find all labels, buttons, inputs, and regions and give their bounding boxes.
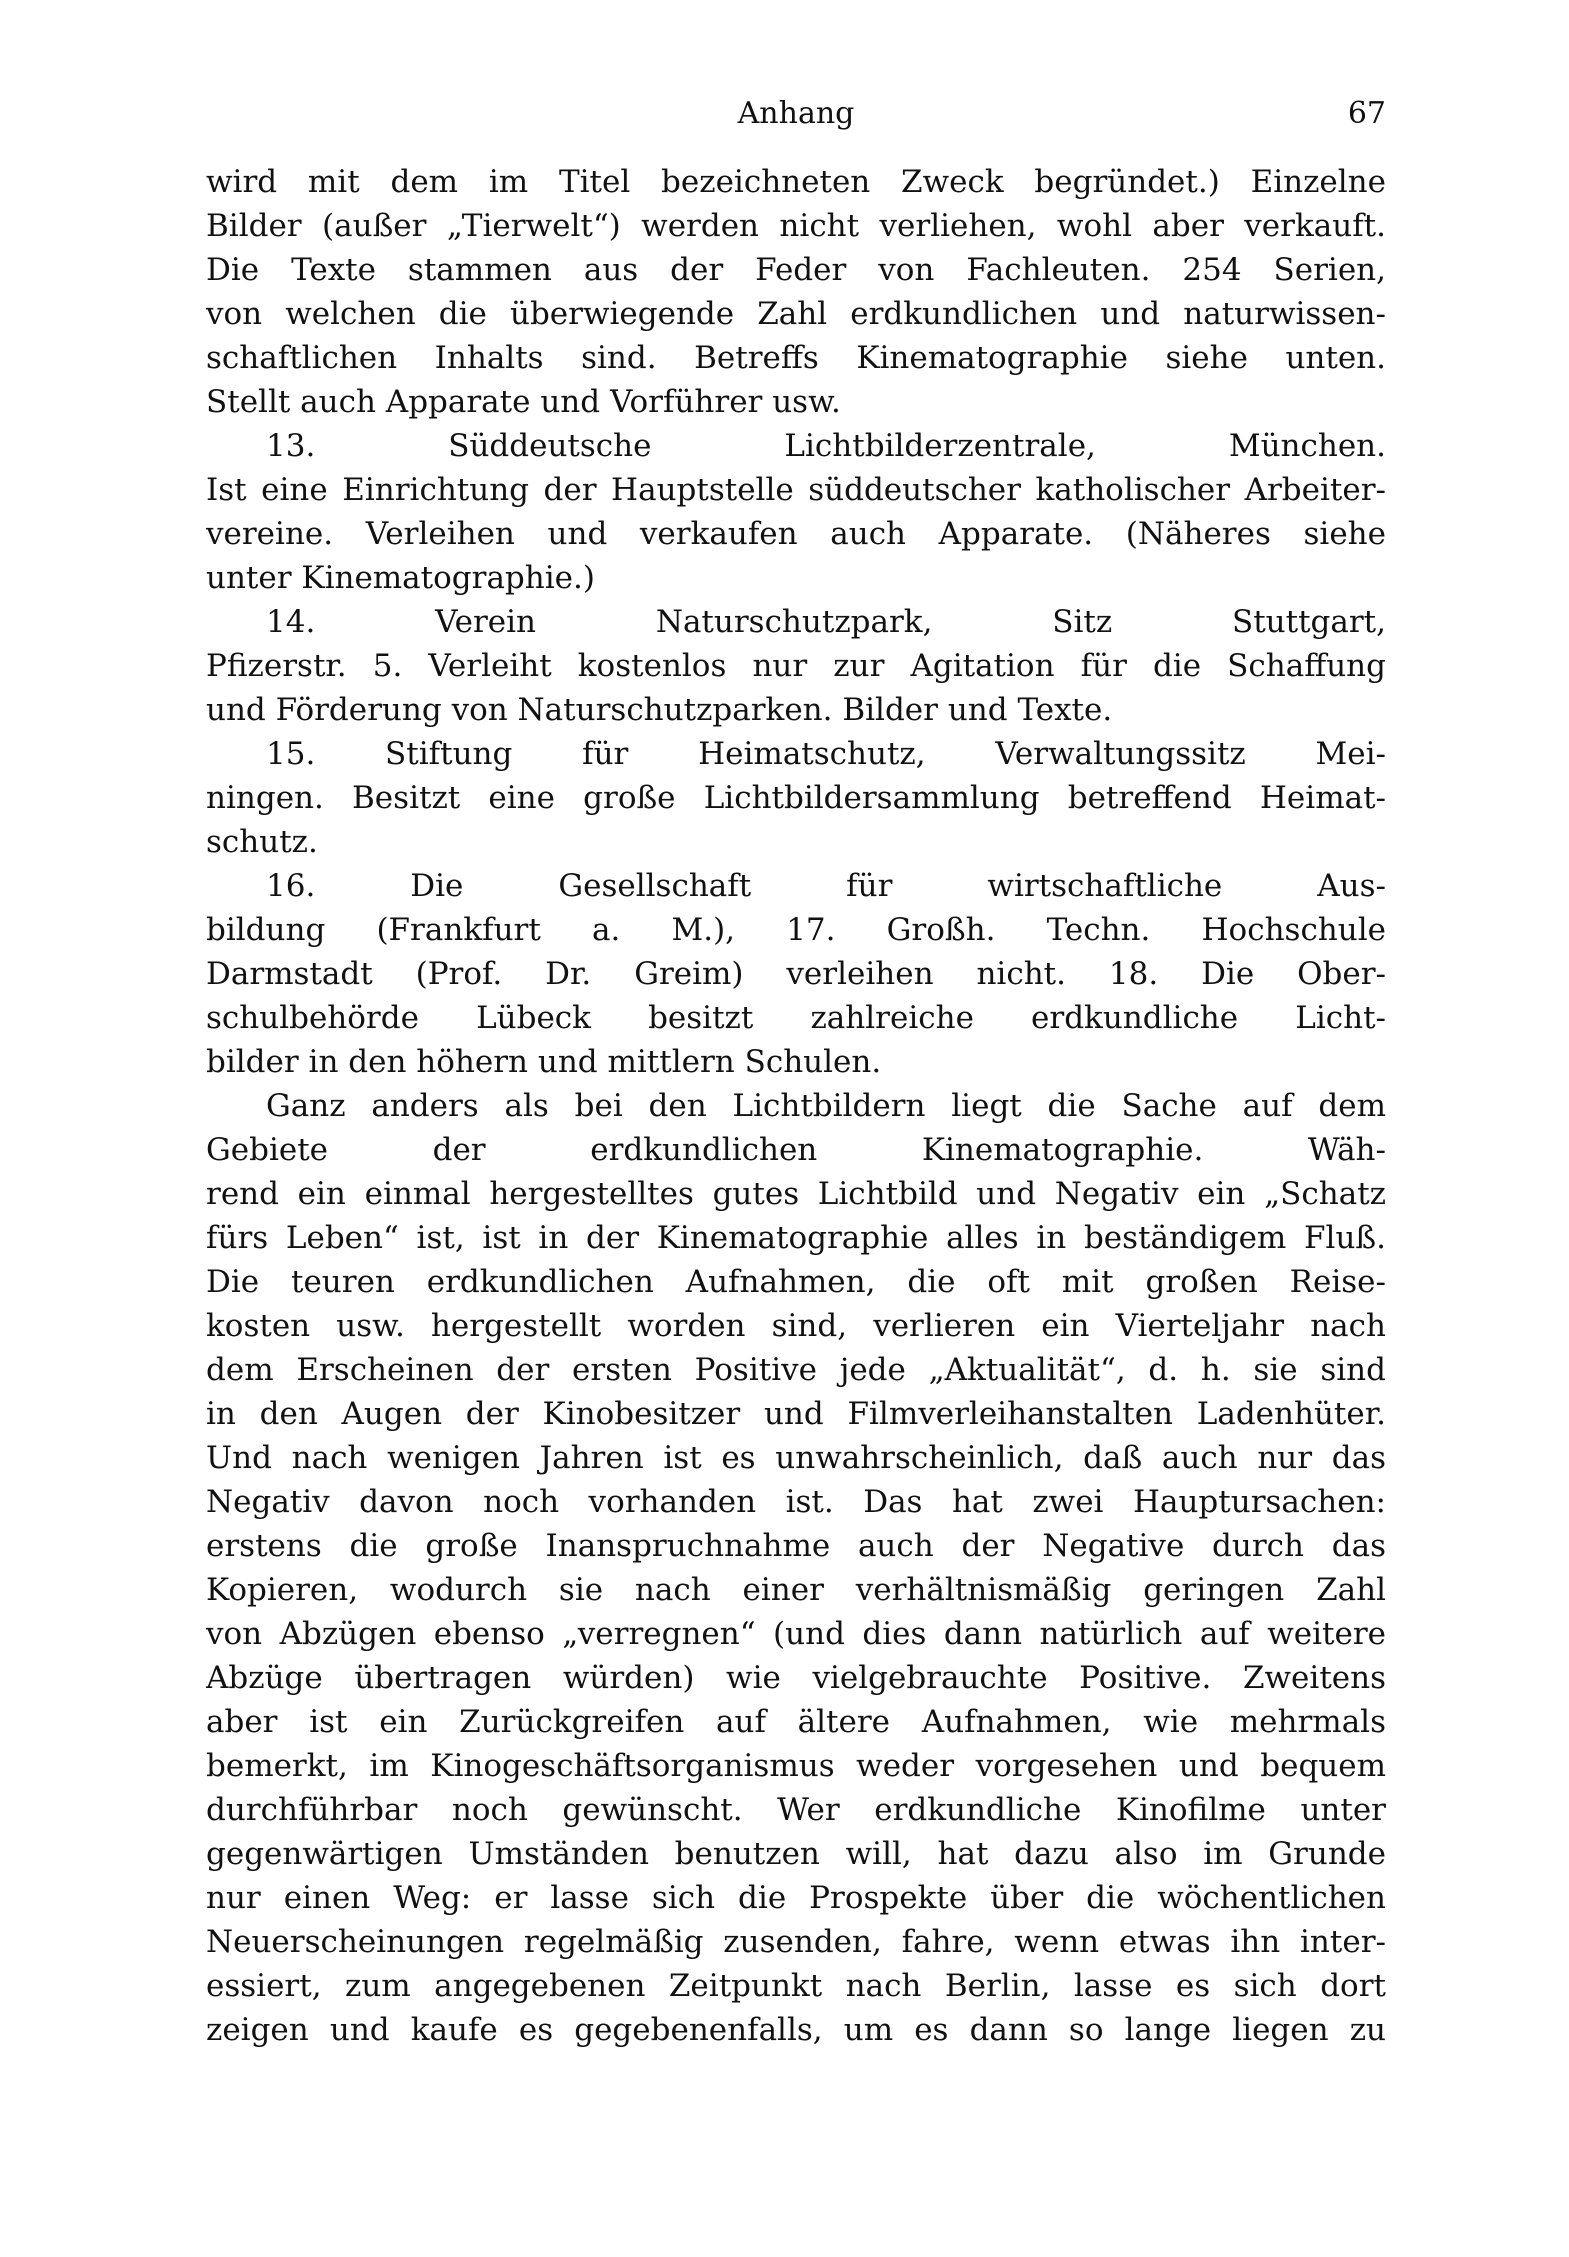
text-line: Darmstadt (Prof. Dr. Greim) verleihen nicht. 18. Die Ober-: [206, 956, 1386, 992]
text-line: schulbehörde Lübeck besitzt zahlreiche erdkundliche Licht-: [206, 1000, 1386, 1036]
text-line: Ist eine Einrichtung der Hauptstelle süddeutscher katholischer Arbeiter-: [206, 472, 1386, 508]
text-line: Pfizerstr. 5. Verleiht kostenlos nur zur Agitation für die Schaffung: [206, 648, 1386, 684]
text-line: durchführbar noch gewünscht. Wer erdkundliche Kinofilme unter: [206, 1792, 1386, 1828]
text-line: unter Kinematographie.): [206, 560, 595, 596]
text-line: dem Erscheinen der ersten Positive jede „Aktualität“, d. h. sie sind: [206, 1352, 1386, 1388]
text-line: Abzüge übertragen würden) wie vielgebrauchte Positive. Zweitens: [206, 1660, 1386, 1696]
text-line: gegenwärtigen Umständen benutzen will, hat dazu also im Grunde: [206, 1836, 1386, 1872]
body-text: [206, 160, 1386, 2052]
text-line: wird mit dem im Titel bezeichneten Zweck begründet.) Einzelne: [206, 164, 1386, 200]
text-line: in den Augen der Kinobesitzer und Filmverleihanstalten Ladenhüter.: [206, 1396, 1386, 1432]
text-line: schaftlichen Inhalts sind. Betreffs Kinematographie siehe unten.: [206, 340, 1386, 376]
text-line: aber ist ein Zurückgreifen auf ältere Aufnahmen, wie mehrmals: [206, 1704, 1386, 1740]
text-line: zeigen und kaufe es gegebenenfalls, um es dann so lange liegen zu: [206, 2012, 1386, 2048]
text-line: essiert, zum angegebenen Zeitpunkt nach Berlin, lasse es sich dort: [206, 1968, 1386, 2004]
text-line: 16. Die Gesellschaft für wirtschaftliche Aus-: [266, 868, 1386, 904]
text-line: Neuerscheinungen regelmäßig zusenden, fahre, wenn etwas ihn inter-: [206, 1924, 1386, 1960]
text-line: 15. Stiftung für Heimatschutz, Verwaltungssitz Mei-: [266, 736, 1386, 772]
text-line: 13. Süddeutsche Lichtbilderzentrale, München.: [266, 428, 1386, 464]
text-line: kosten usw. hergestellt worden sind, verlieren ein Vierteljahr nach: [206, 1308, 1386, 1344]
text-line: Die Texte stammen aus der Feder von Fachleuten. 254 Serien,: [206, 252, 1386, 288]
text-line: und Förderung von Naturschutzparken. Bilder und Texte.: [206, 692, 1113, 728]
text-line: bilder in den höhern und mittlern Schulen.: [206, 1044, 882, 1080]
text-line: Ganz anders als bei den Lichtbildern liegt die Sache auf dem: [266, 1088, 1386, 1124]
text-line: bemerkt, im Kinogeschäftsorganismus weder vorgesehen und bequem: [206, 1748, 1386, 1784]
text-line: Negativ davon noch vorhanden ist. Das hat zwei Hauptursachen:: [206, 1484, 1386, 1520]
text-line: vereine. Verleihen und verkaufen auch Apparate. (Näheres siehe: [206, 516, 1386, 552]
text-line: rend ein einmal hergestelltes gutes Lichtbild und Negativ ein „Schatz: [206, 1176, 1386, 1212]
page-number: 67: [1347, 96, 1386, 131]
text-line: Die teuren erdkundlichen Aufnahmen, die oft mit großen Reise-: [206, 1264, 1386, 1300]
running-head: [206, 92, 1386, 136]
text-line: nur einen Weg: er lasse sich die Prospekte über die wöchentlichen: [206, 1880, 1386, 1916]
text-line: fürs Leben“ ist, ist in der Kinematographie alles in beständigem Fluß.: [206, 1220, 1386, 1256]
text-line: ningen. Besitzt eine große Lichtbildersammlung betreffend Heimat-: [206, 780, 1386, 816]
text-line: von Abzügen ebenso „verregnen“ (und dies dann natürlich auf weitere: [206, 1616, 1386, 1652]
text-line: von welchen die überwiegende Zahl erdkundlichen und naturwissen-: [206, 296, 1386, 332]
text-line: bildung (Frankfurt a. M.), 17. Großh. Techn. Hochschule: [206, 912, 1386, 948]
running-head-title: Anhang: [737, 96, 855, 131]
text-line: erstens die große Inanspruchnahme auch der Negative durch das: [206, 1528, 1386, 1564]
text-line: Und nach wenigen Jahren ist es unwahrscheinlich, daß auch nur das: [206, 1440, 1386, 1476]
text-line: Gebiete der erdkundlichen Kinematographie. Wäh-: [206, 1132, 1386, 1168]
text-line: Stellt auch Apparate und Vorführer usw.: [206, 384, 841, 420]
text-line: 14. Verein Naturschutzpark, Sitz Stuttgart,: [266, 604, 1386, 640]
text-line: Bilder (außer „Tierwelt“) werden nicht verliehen, wohl aber verkauft.: [206, 208, 1386, 244]
text-line: Kopieren, wodurch sie nach einer verhältnismäßig geringen Zahl: [206, 1572, 1386, 1608]
text-line: schutz.: [206, 824, 318, 860]
